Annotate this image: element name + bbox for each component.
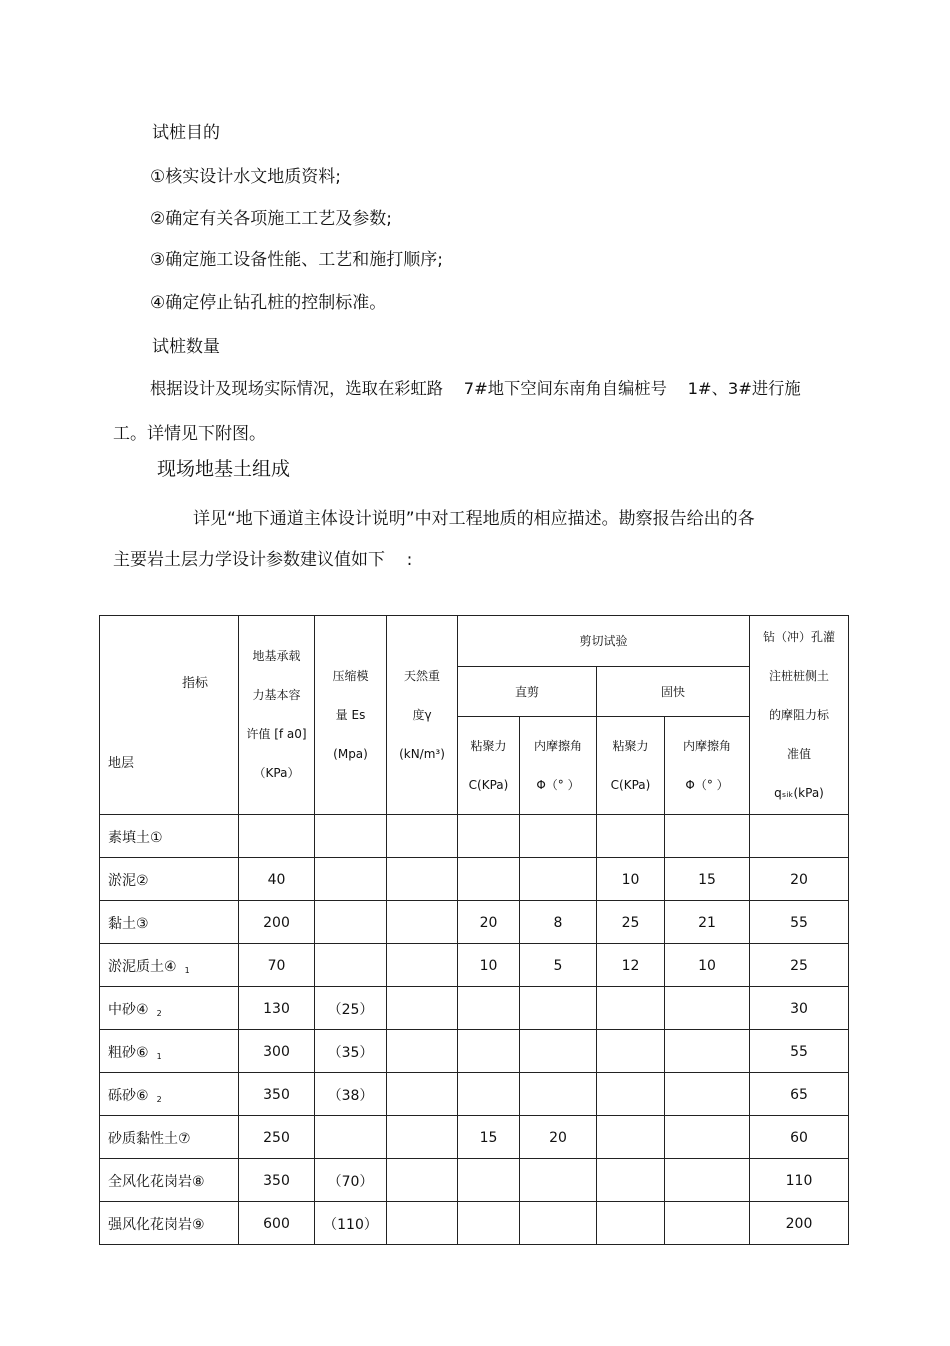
side-friction-cell: 60 [750, 1116, 849, 1159]
direct-friction-cell: 20 [520, 1116, 597, 1159]
stratum-name-cell [100, 858, 239, 901]
bearing-capacity-cell: 350 [239, 1159, 315, 1202]
stratum-subscript: 2 [156, 1095, 162, 1104]
quick-cohesion-header: 粘聚力 C(KPa) [597, 717, 665, 815]
quick-cohesion-cell [597, 1030, 665, 1073]
table-row [100, 1030, 849, 1073]
side-friction-cell: 200 [750, 1202, 849, 1245]
direct-friction-cell [520, 1159, 597, 1202]
quick-friction-cell [665, 815, 750, 858]
direct-friction-cell [520, 1073, 597, 1116]
table-row [100, 1202, 849, 1245]
side-friction-cell: 20 [750, 858, 849, 901]
table-row [100, 1159, 849, 1202]
stratum-name: 全风化花岗岩⑧ [108, 1174, 205, 1190]
stratum-name-cell [100, 1202, 239, 1245]
stratum-subscript: 2 [156, 1009, 162, 1018]
purpose-item: ①核实设计水文地质资料; [150, 167, 341, 187]
compression-modulus-cell [315, 815, 387, 858]
stratum-name: 粗砂⑥ [108, 1045, 149, 1061]
purpose-heading: 试桩目的 [152, 123, 220, 143]
stratum-name: 强风化花岗岩⑨ [108, 1217, 205, 1233]
soil-parameters-table [99, 615, 849, 1245]
quick-friction-cell [665, 1159, 750, 1202]
unit-weight-cell [387, 858, 458, 901]
bearing-capacity-cell: 300 [239, 1030, 315, 1073]
consolidated-quick-header: 固快 [597, 666, 750, 717]
quantity-paragraph-line: 工。详情见下附图。 [113, 424, 266, 444]
table-row [100, 1073, 849, 1116]
direct-cohesion-cell [458, 815, 520, 858]
unit-weight-cell [387, 901, 458, 944]
direct-cohesion-header: 粘聚力 C(KPa) [458, 717, 520, 815]
direct-friction-cell [520, 1202, 597, 1245]
compression-modulus-cell: （110） [315, 1202, 387, 1245]
compression-modulus-cell [315, 901, 387, 944]
unit-weight-cell [387, 1159, 458, 1202]
bearing-capacity-cell [239, 815, 315, 858]
stratum-name: 砂质黏性土⑦ [108, 1131, 191, 1147]
stratum-name: 淤泥② [108, 873, 149, 889]
table-row [100, 1116, 849, 1159]
direct-friction-cell [520, 987, 597, 1030]
side-friction-header: 钻（冲）孔灌 注桩桩侧土 的摩阻力标 准值 qₛᵢₖ(kPa) [750, 616, 849, 815]
direct-friction-cell [520, 815, 597, 858]
shear-test-header: 剪切试验 [458, 616, 750, 667]
unit-weight-cell [387, 1116, 458, 1159]
unit-weight-cell [387, 1073, 458, 1116]
direct-friction-cell: 8 [520, 901, 597, 944]
bearing-capacity-cell: 600 [239, 1202, 315, 1245]
stratum-name: 中砂④ [108, 1002, 149, 1018]
bearing-capacity-cell: 250 [239, 1116, 315, 1159]
bearing-capacity-cell: 200 [239, 901, 315, 944]
direct-cohesion-cell [458, 1202, 520, 1245]
stratum-name-cell [100, 815, 239, 858]
stratum-name: 砾砂⑥ [108, 1088, 149, 1104]
purpose-item: ④确定停止钻孔桩的控制标准。 [150, 293, 387, 313]
direct-cohesion-cell: 20 [458, 901, 520, 944]
table-row [100, 901, 849, 944]
stratum-name-cell [100, 1159, 239, 1202]
direct-cohesion-cell [458, 1030, 520, 1073]
stratum-subscript: 1 [156, 1052, 162, 1061]
compression-modulus-cell [315, 1116, 387, 1159]
purpose-item: ②确定有关各项施工工艺及参数; [150, 209, 392, 229]
unit-weight-cell [387, 1030, 458, 1073]
table-row [100, 815, 849, 858]
corner-header-cell [100, 616, 239, 815]
quick-friction-cell [665, 987, 750, 1030]
side-friction-cell: 25 [750, 944, 849, 987]
table-row [100, 858, 849, 901]
quick-friction-cell: 21 [665, 901, 750, 944]
compression-modulus-cell: （25） [315, 987, 387, 1030]
stratum-subscript: 1 [184, 966, 190, 975]
compression-modulus-cell [315, 858, 387, 901]
stratum-label: 地层 [108, 756, 135, 771]
quick-cohesion-cell [597, 1073, 665, 1116]
quick-friction-cell [665, 1073, 750, 1116]
side-friction-cell: 65 [750, 1073, 849, 1116]
bearing-capacity-cell: 70 [239, 944, 315, 987]
stratum-name: 素填土① [108, 830, 163, 846]
table-row [100, 987, 849, 1030]
quick-cohesion-cell [597, 815, 665, 858]
soil-paragraph-line: 主要岩土层力学设计参数建议值如下 : [113, 550, 413, 570]
compression-modulus-cell: （70） [315, 1159, 387, 1202]
side-friction-cell: 110 [750, 1159, 849, 1202]
stratum-name: 黏土③ [108, 916, 149, 932]
stratum-name-cell [100, 1116, 239, 1159]
direct-shear-header: 直剪 [458, 666, 597, 717]
direct-friction-header: 内摩擦角 Φ（° ） [520, 717, 597, 815]
quick-cohesion-cell: 12 [597, 944, 665, 987]
quick-cohesion-cell [597, 1116, 665, 1159]
direct-cohesion-cell [458, 1073, 520, 1116]
stratum-name-cell [100, 944, 239, 987]
purpose-item: ③确定施工设备性能、工艺和施打顺序; [150, 250, 443, 270]
unit-weight-cell [387, 944, 458, 987]
stratum-name-cell [100, 987, 239, 1030]
direct-cohesion-cell [458, 1159, 520, 1202]
indicator-label: 指标 [182, 676, 209, 691]
direct-friction-cell [520, 858, 597, 901]
bearing-capacity-cell: 40 [239, 858, 315, 901]
side-friction-cell: 55 [750, 1030, 849, 1073]
stratum-name-cell [100, 1030, 239, 1073]
unit-weight-header: 天然重 度γ (kN/m³) [387, 616, 458, 815]
bearing-capacity-cell: 130 [239, 987, 315, 1030]
quantity-paragraph-line: 根据设计及现场实际情况，选取在彩虹路 7#地下空间东南角自编桩号 1#、3#进行施 [150, 379, 801, 398]
stratum-name-cell [100, 901, 239, 944]
table-row [100, 944, 849, 987]
quick-friction-cell [665, 1030, 750, 1073]
side-friction-cell: 55 [750, 901, 849, 944]
direct-friction-cell [520, 1030, 597, 1073]
bearing-capacity-header: 地基承载 力基本容 许值 [f a0] （KPa） [239, 616, 315, 815]
quick-cohesion-cell [597, 1159, 665, 1202]
direct-cohesion-cell [458, 858, 520, 901]
side-friction-cell [750, 815, 849, 858]
compression-modulus-cell: （38） [315, 1073, 387, 1116]
quick-cohesion-cell [597, 1202, 665, 1245]
unit-weight-cell [387, 987, 458, 1030]
quick-friction-cell: 15 [665, 858, 750, 901]
soil-section-heading: 现场地基土组成 [157, 458, 291, 480]
quick-friction-cell [665, 1202, 750, 1245]
stratum-name: 淤泥质土④ [108, 959, 177, 975]
compression-modulus-cell: （35） [315, 1030, 387, 1073]
compression-modulus-cell [315, 944, 387, 987]
bearing-capacity-cell: 350 [239, 1073, 315, 1116]
stratum-name-cell [100, 1073, 239, 1116]
compression-modulus-header: 压缩模 量 Es (Mpa) [315, 616, 387, 815]
quick-cohesion-cell: 10 [597, 858, 665, 901]
quantity-heading: 试桩数量 [152, 337, 220, 357]
direct-cohesion-cell: 15 [458, 1116, 520, 1159]
quick-friction-cell [665, 1116, 750, 1159]
soil-paragraph-line: 详见“地下通道主体设计说明”中对工程地质的相应描述。勘察报告给出的各 [193, 509, 755, 529]
side-friction-cell: 30 [750, 987, 849, 1030]
quick-cohesion-cell [597, 987, 665, 1030]
quick-friction-header: 内摩擦角 Φ（° ） [665, 717, 750, 815]
unit-weight-cell [387, 1202, 458, 1245]
quick-cohesion-cell: 25 [597, 901, 665, 944]
direct-friction-cell: 5 [520, 944, 597, 987]
quick-friction-cell: 10 [665, 944, 750, 987]
unit-weight-cell [387, 815, 458, 858]
direct-cohesion-cell [458, 987, 520, 1030]
direct-cohesion-cell: 10 [458, 944, 520, 987]
